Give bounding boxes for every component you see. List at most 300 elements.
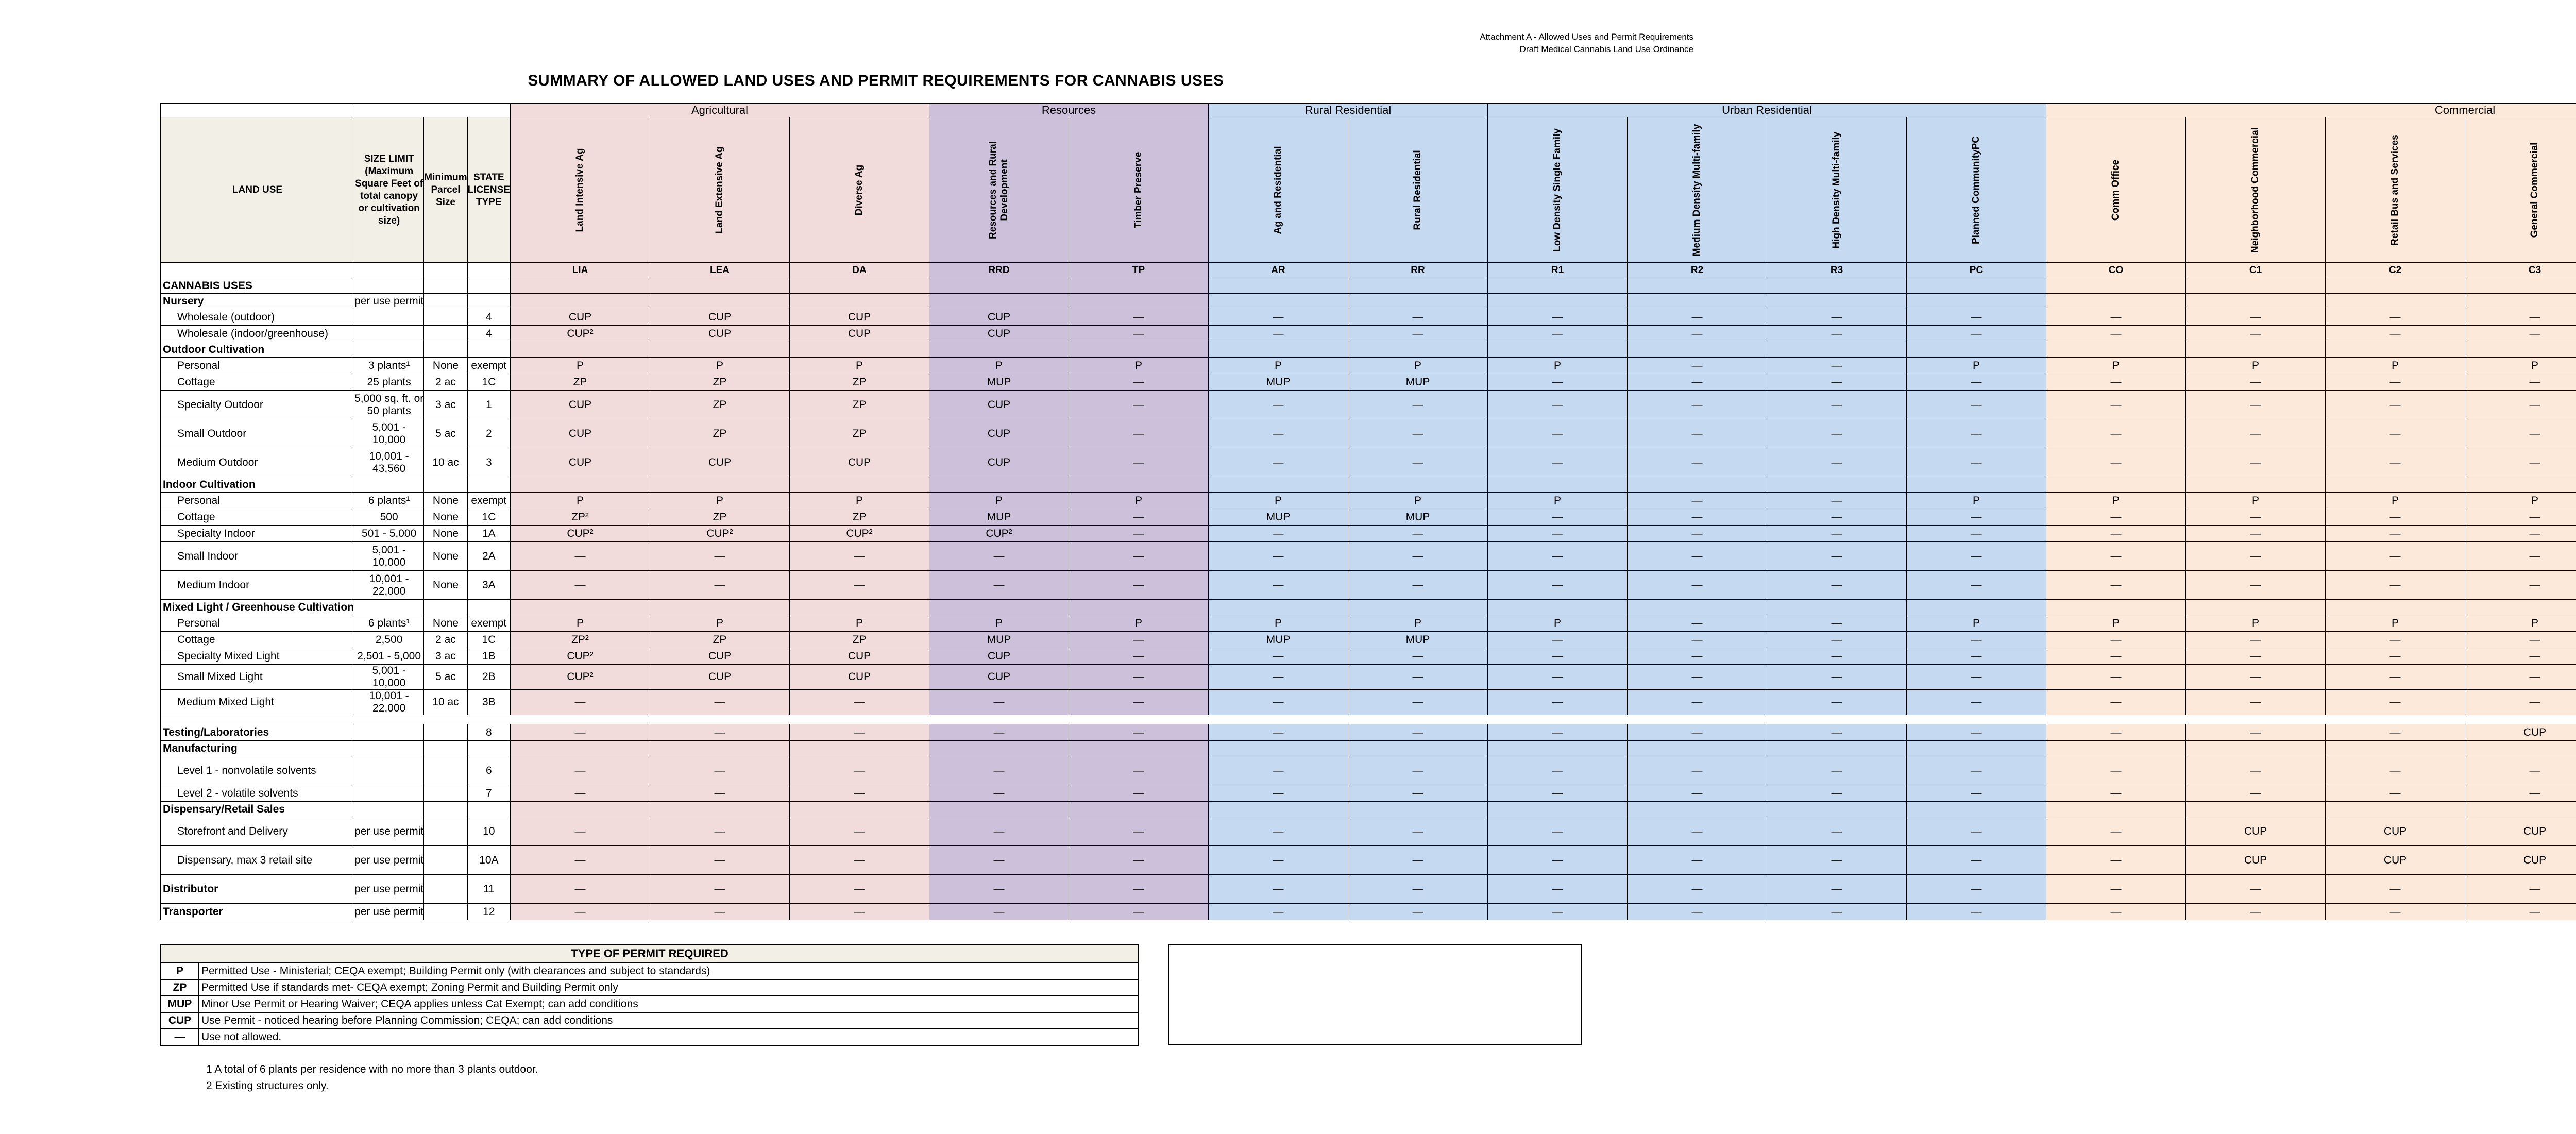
permit-cell-pc: — [1907,817,2046,846]
permit-cell-c3: — [2465,904,2576,920]
permit-cell-co: P [2046,615,2186,632]
zone-name-label: Planned CommunityPC [1971,136,1981,244]
license-cell: 3B [467,690,510,715]
legend-key: P [161,963,199,979]
permit-cell-da: ZP [790,632,929,648]
use-label: Level 2 - volatile solvents [161,785,354,802]
zone-cell [1209,741,1348,756]
zone-cell [2465,802,2576,817]
permit-cell-lia: — [511,690,650,715]
permit-cell-r1: — [1488,846,1628,875]
zone-name-label: Low Density Single Family [1552,128,1563,252]
min-parcel-cell [424,785,467,802]
permit-cell-rr: — [1348,448,1488,477]
zone-name-label: Ag and Residential [1273,145,1283,234]
permit-cell-da: — [790,690,929,715]
size-limit-cell: per use permit [354,817,424,846]
min-parcel-cell [424,724,467,741]
permit-cell-rrd: CUP [929,309,1069,326]
permit-cell-da: — [790,846,929,875]
permit-cell-lia: P [511,358,650,374]
category-heading: Manufacturing [161,741,354,756]
zone-cell [1348,802,1488,817]
zone-code: R2 [1628,263,1767,278]
permit-cell-lea: CUP [650,448,790,477]
permit-cell-r2: — [1628,309,1767,326]
zone-cell [511,477,650,493]
page-title: SUMMARY OF ALLOWED LAND USES AND PERMIT REQUIREMENTS FOR CANNABIS USES [528,72,1224,89]
zone-name-r1 [1488,117,1628,263]
min-parcel-cell: 2 ac [424,374,467,391]
permit-cell-tp: — [1069,846,1209,875]
permit-cell-c3: CUP [2465,846,2576,875]
permit-cell-da: P [790,358,929,374]
land-use-table [160,103,2576,920]
permit-cell-r3: — [1767,391,1907,419]
permit-cell-r2: — [1628,526,1767,542]
use-label: Personal [161,358,354,374]
min-parcel-cell [424,846,467,875]
permit-cell-lia: — [511,817,650,846]
zone-cell [2326,278,2465,294]
zone-cell [1907,600,2046,615]
permit-cell-c2: — [2326,632,2465,648]
permit-cell-lea: — [650,571,790,600]
permit-cell-r2: — [1628,391,1767,419]
permit-cell-r2: — [1628,358,1767,374]
size-limit-cell: per use permit [354,846,424,875]
permit-cell-r3: — [1767,448,1907,477]
permit-cell-rrd: CUP [929,391,1069,419]
permit-cell-c2: — [2326,526,2465,542]
size-limit-cell [354,756,424,785]
permit-cell-pc: P [1907,493,2046,509]
permit-cell-lia: — [511,846,650,875]
section-heading: CANNABIS USES [161,278,354,294]
permit-cell-lia: — [511,904,650,920]
zone-name-label: High Density Multi-family [1831,131,1842,248]
permit-cell-c3: — [2465,526,2576,542]
license-cell: 7 [467,785,510,802]
zone-name-c1 [2186,117,2326,263]
zone-cell [1488,477,1628,493]
zone-name-lea [650,117,790,263]
permit-cell-lea: ZP [650,391,790,419]
permit-cell-lia: CUP² [511,526,650,542]
permit-cell-c3: P [2465,358,2576,374]
permit-cell-r1: — [1488,632,1628,648]
zone-cell [650,600,790,615]
permit-cell-c3: — [2465,542,2576,571]
permit-cell-c2: — [2326,571,2465,600]
min-parcel-cell [424,294,467,309]
permit-cell-r1: — [1488,509,1628,526]
license-cell: 3 [467,448,510,477]
permit-cell-c3: P [2465,493,2576,509]
category-heading: Transporter [161,904,354,920]
land-use-heading: LAND USE [161,117,354,263]
permit-cell-r2: — [1628,690,1767,715]
permit-cell-rr: — [1348,648,1488,665]
permit-cell-c2: — [2326,724,2465,741]
zone-cell [1628,802,1767,817]
permit-cell-tp: — [1069,817,1209,846]
permit-cell-pc: — [1907,509,2046,526]
license-cell: 1 [467,391,510,419]
permit-cell-r1: — [1488,448,1628,477]
zone-cell [2326,477,2465,493]
permit-cell-c3: CUP [2465,817,2576,846]
permit-cell-pc: — [1907,756,2046,785]
license-cell: 11 [467,875,510,904]
permit-cell-r3: — [1767,904,1907,920]
zone-cell [1628,294,1767,309]
permit-cell-r3: — [1767,756,1907,785]
permit-cell-co: — [2046,419,2186,448]
size-limit-cell: 5,000 sq. ft. or 50 plants [354,391,424,419]
permit-cell-r3: — [1767,632,1907,648]
zone-cell [1907,741,2046,756]
permit-cell-tp: P [1069,615,1209,632]
permit-cell-rr: — [1348,542,1488,571]
permit-cell-c2: CUP [2326,846,2465,875]
permit-cell-c1: — [2186,632,2326,648]
size-limit-cell: 2,500 [354,632,424,648]
permit-cell-r3: — [1767,542,1907,571]
permit-cell-c3: — [2465,509,2576,526]
permit-cell-r3: — [1767,326,1907,342]
zone-group-ur: Urban Residential [1488,104,2046,117]
min-parcel-cell: None [424,358,467,374]
permit-cell-lia: P [511,615,650,632]
zone-group-cm: Commercial [2046,104,2576,117]
permit-cell-rrd: P [929,493,1069,509]
category-heading: Outdoor Cultivation [161,342,354,358]
permit-cell-r3: — [1767,690,1907,715]
size-limit-heading: SIZE LIMIT (Maximum Square Feet of total canopy or cultivation size) [354,117,424,263]
zone-name-co [2046,117,2186,263]
min-parcel-cell [424,802,467,817]
permit-cell-rr: P [1348,358,1488,374]
permit-cell-r2: — [1628,571,1767,600]
permit-cell-r3: — [1767,817,1907,846]
permit-cell-ar: — [1209,419,1348,448]
permit-cell-pc: P [1907,358,2046,374]
permit-cell-c1: — [2186,648,2326,665]
zone-cell [1069,741,1209,756]
permit-cell-ar: MUP [1209,632,1348,648]
zone-cell [1488,802,1628,817]
zone-cell [511,278,650,294]
zone-code: DA [790,263,929,278]
permit-cell-c1: — [2186,448,2326,477]
permit-cell-r1: — [1488,724,1628,741]
zone-cell [1488,294,1628,309]
permit-cell-lea: — [650,542,790,571]
zone-code: AR [1209,263,1348,278]
zone-code: TP [1069,263,1209,278]
zone-name-c2 [2326,117,2465,263]
permit-cell-da: — [790,756,929,785]
permit-cell-lia: ZP² [511,632,650,648]
permit-legend [160,944,1139,1046]
zone-cell [2046,600,2186,615]
permit-cell-r3: — [1767,374,1907,391]
permit-cell-r3: — [1767,724,1907,741]
permit-cell-c2: — [2326,309,2465,326]
permit-cell-c3: — [2465,648,2576,665]
zone-cell [1348,741,1488,756]
zone-cell [2046,802,2186,817]
permit-cell-da: ZP [790,374,929,391]
permit-cell-lea: — [650,690,790,715]
attachment-header [1480,31,1693,56]
permit-cell-lea: P [650,493,790,509]
permit-cell-rrd: CUP [929,665,1069,690]
permit-cell-rrd: CUP [929,326,1069,342]
permit-cell-pc: P [1907,615,2046,632]
permit-cell-pc: — [1907,309,2046,326]
size-limit-cell: 5,001 - 10,000 [354,665,424,690]
permit-cell-rrd: P [929,615,1069,632]
permit-cell-lia: CUP² [511,665,650,690]
zone-cell [1488,278,1628,294]
permit-cell-c3: — [2465,690,2576,715]
min-parcel-cell [424,741,467,756]
zone-name-label: Medium Density Multi-family [1691,124,1702,256]
zone-cell [1767,802,1907,817]
zone-cell [1767,477,1907,493]
zone-code: R1 [1488,263,1628,278]
permit-cell-c1: — [2186,724,2326,741]
permit-cell-rrd: — [929,817,1069,846]
zone-cell [2186,342,2326,358]
size-limit-cell: 10,001 - 22,000 [354,571,424,600]
zone-code: CO [2046,263,2186,278]
permit-cell-c3: — [2465,448,2576,477]
permit-cell-c3: — [2465,785,2576,802]
size-limit-cell: 6 plants¹ [354,493,424,509]
zone-cell [2186,477,2326,493]
permit-cell-c2: — [2326,756,2465,785]
zone-cell [2465,342,2576,358]
zone-name-da [790,117,929,263]
permit-cell-c1: — [2186,785,2326,802]
permit-cell-co: P [2046,358,2186,374]
permit-cell-r2: — [1628,493,1767,509]
license-cell: 2 [467,419,510,448]
zone-code: R3 [1767,263,1907,278]
size-limit-cell: 2,501 - 5,000 [354,648,424,665]
permit-cell-da: ZP [790,419,929,448]
zone-cell [790,342,929,358]
use-label: Small Mixed Light [161,665,354,690]
permit-cell-c2: — [2326,785,2465,802]
permit-cell-c2: — [2326,690,2465,715]
legend-key: CUP [161,1012,199,1029]
permit-cell-da: — [790,785,929,802]
permit-cell-lea: CUP [650,648,790,665]
permit-cell-tp: — [1069,448,1209,477]
permit-cell-da: CUP [790,665,929,690]
permit-cell-lia: CUP² [511,326,650,342]
zone-cell [1209,342,1348,358]
use-label: Dispensary, max 3 retail site [161,846,354,875]
permit-cell-c1: — [2186,756,2326,785]
license-cell: 1C [467,632,510,648]
zone-name-label: Neighborhood Commercial [2250,127,2261,253]
zone-code: RRD [929,263,1069,278]
min-parcel-cell [424,326,467,342]
permit-cell-rr: — [1348,817,1488,846]
permit-cell-r3: — [1767,648,1907,665]
permit-cell-da: ZP [790,509,929,526]
use-label: Level 1 - nonvolatile solvents [161,756,354,785]
size-limit-cell: 5,001 - 10,000 [354,542,424,571]
permit-cell-co: — [2046,904,2186,920]
category-heading: Indoor Cultivation [161,477,354,493]
permit-cell-rrd: CUP [929,419,1069,448]
permit-cell-rr: — [1348,571,1488,600]
license-cell: 2A [467,542,510,571]
permit-cell-r1: — [1488,309,1628,326]
permit-cell-r2: — [1628,374,1767,391]
permit-cell-r1: — [1488,690,1628,715]
legend-description: Minor Use Permit or Hearing Waiver; CEQA applies unless Cat Exempt; can add conditions [199,996,1139,1012]
zone-cell [1767,600,1907,615]
permit-cell-c2: — [2326,374,2465,391]
permit-cell-rr: — [1348,690,1488,715]
zone-cell [1069,802,1209,817]
permit-cell-tp: — [1069,756,1209,785]
permit-cell-r2: — [1628,724,1767,741]
size-limit-cell [354,741,424,756]
zone-group-rs: Resources [929,104,1209,117]
permit-cell-co: — [2046,785,2186,802]
permit-cell-co: — [2046,690,2186,715]
zone-cell [1069,294,1209,309]
permit-cell-tp: — [1069,374,1209,391]
permit-cell-c3: — [2465,419,2576,448]
permit-cell-co: — [2046,309,2186,326]
permit-cell-rr: MUP [1348,509,1488,526]
permit-cell-c2: — [2326,648,2465,665]
size-limit-cell: per use permit [354,875,424,904]
zone-cell [2326,600,2465,615]
permit-cell-lea: ZP [650,419,790,448]
permit-cell-c2: — [2326,448,2465,477]
permit-cell-rr: — [1348,904,1488,920]
permit-cell-c1: — [2186,904,2326,920]
zone-cell [2465,477,2576,493]
permit-cell-lia: CUP [511,448,650,477]
permit-cell-ar: P [1209,615,1348,632]
min-parcel-cell: 2 ac [424,632,467,648]
size-limit-cell: 500 [354,509,424,526]
min-parcel-cell [424,309,467,326]
use-label: Small Outdoor [161,419,354,448]
permit-cell-c3: — [2465,632,2576,648]
permit-cell-c1: — [2186,526,2326,542]
permit-cell-lia: — [511,571,650,600]
permit-cell-co: — [2046,846,2186,875]
zone-cell [790,278,929,294]
zone-cell [511,600,650,615]
permit-cell-co: — [2046,632,2186,648]
permit-cell-pc: — [1907,526,2046,542]
zone-cell [511,294,650,309]
license-cell [467,294,510,309]
permit-cell-ar: P [1209,493,1348,509]
permit-cell-tp: — [1069,665,1209,690]
license-cell: 10A [467,846,510,875]
zone-cell [1209,278,1348,294]
permit-cell-r2: — [1628,756,1767,785]
size-limit-cell [354,278,424,294]
license-cell [467,342,510,358]
permit-cell-rr: — [1348,419,1488,448]
permit-cell-r1: — [1488,785,1628,802]
use-label: Storefront and Delivery [161,817,354,846]
permit-cell-da: — [790,542,929,571]
license-cell: exempt [467,358,510,374]
permit-cell-tp: P [1069,493,1209,509]
license-cell: 8 [467,724,510,741]
permit-cell-c1: — [2186,542,2326,571]
footnotes [206,1061,538,1094]
zone-cell [2046,741,2186,756]
permit-cell-lia: ZP [511,374,650,391]
permit-cell-rr: P [1348,493,1488,509]
license-cell [467,741,510,756]
permit-cell-co: — [2046,817,2186,846]
size-limit-cell [354,342,424,358]
min-parcel-cell [424,477,467,493]
permit-cell-ar: — [1209,648,1348,665]
category-heading: Testing/Laboratories [161,724,354,741]
min-parcel-cell [424,278,467,294]
permit-cell-c1: P [2186,493,2326,509]
permit-cell-c1: CUP [2186,817,2326,846]
zone-group-ag: Agricultural [511,104,929,117]
permit-cell-co: — [2046,665,2186,690]
permit-cell-da: P [790,493,929,509]
permit-cell-tp: — [1069,309,1209,326]
permit-cell-c3: P [2465,615,2576,632]
permit-cell-co: — [2046,509,2186,526]
use-label: Personal [161,615,354,632]
min-parcel-cell: None [424,526,467,542]
permit-cell-rr: — [1348,724,1488,741]
permit-cell-pc: — [1907,724,2046,741]
permit-cell-lea: CUP [650,309,790,326]
zone-cell [2046,278,2186,294]
attachment-line-1: Attachment A - Allowed Uses and Permit Requirements [1480,32,1693,42]
permit-cell-c3: — [2465,571,2576,600]
permit-cell-da: — [790,571,929,600]
zone-cell [790,477,929,493]
permit-cell-rr: MUP [1348,374,1488,391]
use-label: Cottage [161,509,354,526]
license-cell: 4 [467,326,510,342]
size-limit-cell [354,785,424,802]
permit-cell-c1: — [2186,419,2326,448]
permit-cell-r1: — [1488,571,1628,600]
zone-cell [1209,477,1348,493]
permit-cell-lea: — [650,904,790,920]
zone-cell [790,802,929,817]
zone-cell [1348,477,1488,493]
